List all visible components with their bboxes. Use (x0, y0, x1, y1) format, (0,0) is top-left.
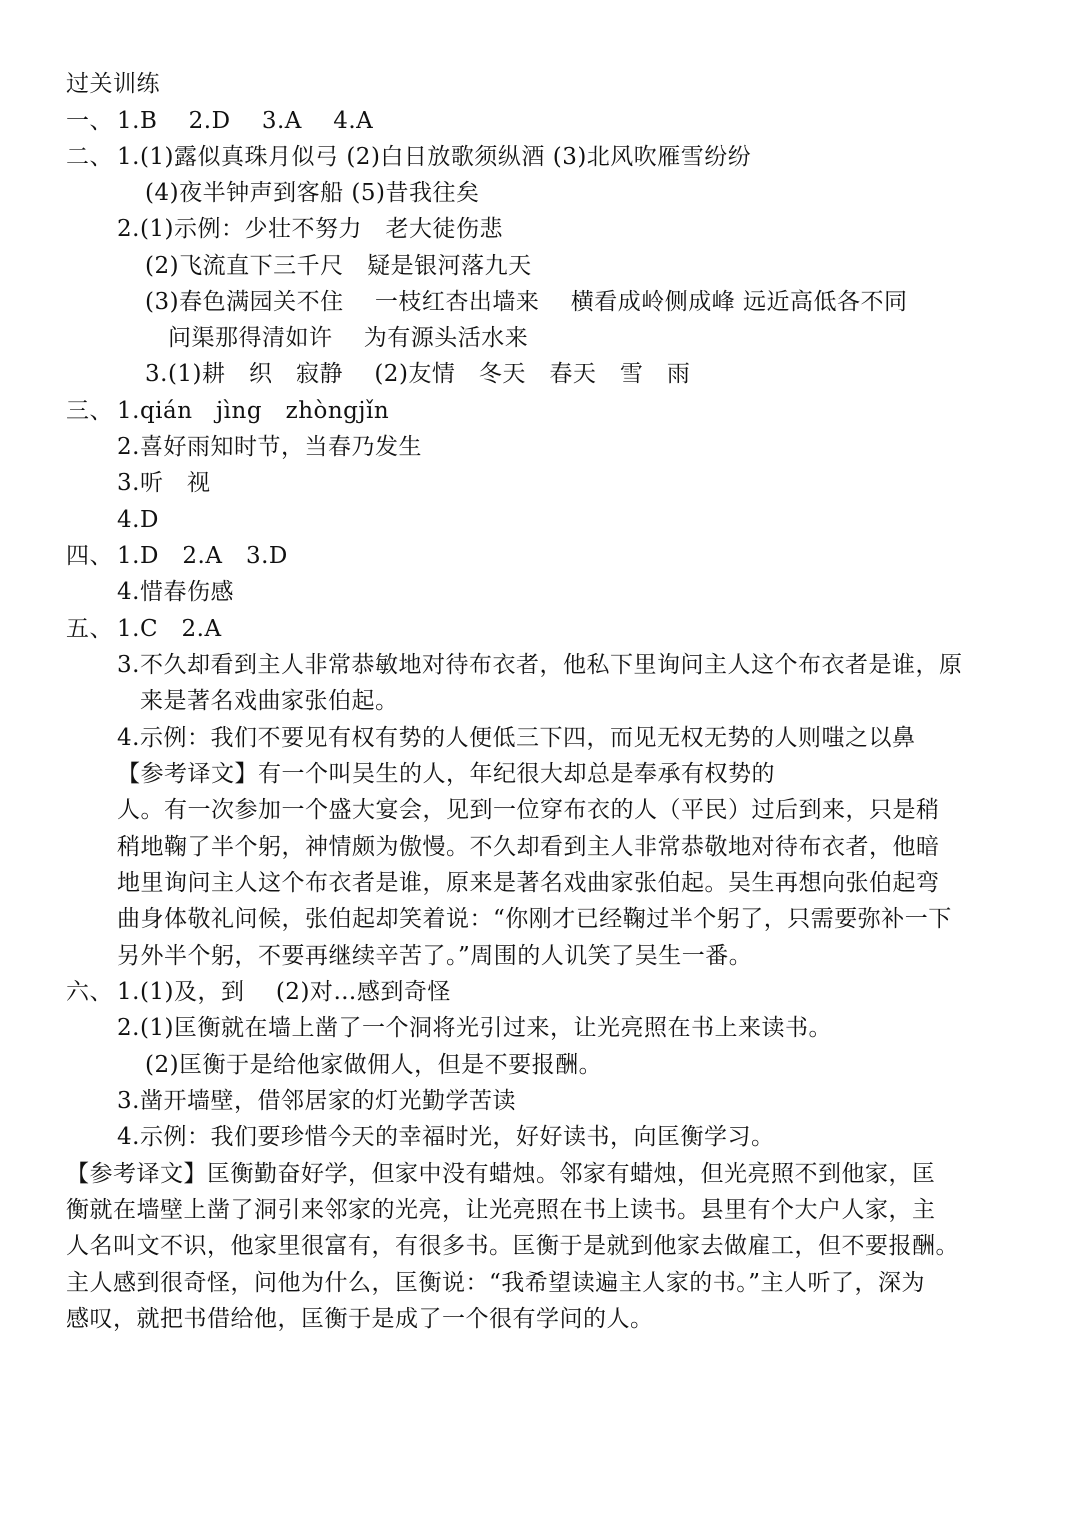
page-title: 过关训练 (66, 71, 160, 97)
section-5-translation: 【参考译文】有一个叫吴生的人，年纪很大却总是奉承有权势的 (117, 761, 775, 787)
section-6-q2: 2.(1)匡衡就在墙上凿了一个洞将光引过来，让光亮照在书上来读书。 (117, 1015, 833, 1041)
section-5-translation: 地里询问主人这个布衣者是谁，原来是著名戏曲家张伯起。吴生再想向张伯起弯 (117, 870, 940, 896)
section-5-translation: 曲身体敬礼问候，张伯起却笑着说：“你刚才已经鞠过半个躬了，只需要弥补一下 (117, 906, 952, 932)
section-3-q1: 1.qián jìng zhòngjǐn (117, 398, 390, 424)
section-6-q2-part2: (2)匡衡于是给他家做佣人，但是不要报酬。 (145, 1052, 603, 1078)
section-2-q2-part3: (3)春色满园关不住 一枝红杏出墙来 横看成岭侧成峰 远近高低各不同 (145, 289, 908, 315)
section-6-q4: 4.示例：我们要珍惜今天的幸福时光，好好读书，向匡衡学习。 (117, 1124, 775, 1150)
section-4-label: 四、 (66, 543, 113, 569)
section-5-q1: 1.C 2.A (117, 616, 222, 642)
section-5-translation: 另外半个躬，不要再继续辛苦了。”周围的人讥笑了吴生一番。 (117, 943, 753, 969)
section-6-translation: 感叹，就把书借给他，匡衡于是成了一个很有学问的人。 (66, 1306, 654, 1332)
section-2-q1: 1.(1)露似真珠月似弓 (2)白日放歌须纵酒 (3)北风吹雁雪纷纷 (117, 144, 752, 170)
section-2-q2: 2.(1)示例：少壮不努力 老大徒伤悲 (117, 216, 504, 242)
section-3-q2: 2.喜好雨知时节，当春乃发生 (117, 434, 422, 460)
section-1-label: 一、 (66, 108, 113, 134)
section-5-label: 五、 (66, 616, 113, 642)
section-6-q3: 3.凿开墙壁，借邻居家的灯光勤学苦读 (117, 1088, 516, 1114)
section-6-translation: 主人感到很奇怪，问他为什么，匡衡说：“我希望读遍主人家的书。”主人听了，深为 (66, 1270, 926, 1296)
section-3-label: 三、 (66, 398, 113, 424)
section-4-q1: 1.D 2.A 3.D (117, 543, 288, 569)
section-2-q1-cont: (4)夜半钟声到客船 (5)昔我往矣 (145, 180, 480, 206)
section-4-q4: 4.惜春伤感 (117, 579, 234, 605)
section-6-q1: 1.(1)及，到 (2)对…感到奇怪 (117, 979, 451, 1005)
section-6-translation: 人名叫文不识，他家里很富有，有很多书。匡衡于是就到他家去做雇工，但不要报酬。 (66, 1233, 959, 1259)
section-6-label: 六、 (66, 979, 113, 1005)
section-2-q2-part3-cont: 问渠那得清如许 为有源头活水来 (168, 325, 529, 351)
section-2-q2-part2: (2)飞流直下三千尺 疑是银河落九天 (145, 253, 532, 279)
section-5-q3-cont: 来是著名戏曲家张伯起。 (140, 688, 399, 714)
section-2-q3: 3.(1)耕 织 寂静 (2)友情 冬天 春天 雪 雨 (145, 361, 691, 387)
section-5-translation: 人。有一次参加一个盛大宴会，见到一位穿布衣的人（平民）过后到来，只是稍 (117, 797, 940, 823)
section-6-translation: 衡就在墙壁上凿了洞引来邻家的光亮，让光亮照在书上读书。县里有个大户人家，主 (66, 1197, 936, 1223)
section-3-q4: 4.D (117, 507, 159, 533)
section-5-translation: 稍地鞠了半个躬，神情颇为傲慢。不久却看到主人非常恭敬地对待布衣者，他暗 (117, 834, 940, 860)
section-3-q3: 3.听 视 (117, 470, 211, 496)
section-2-label: 二、 (66, 144, 113, 170)
section-6-translation: 【参考译文】匡衡勤奋好学，但家中没有蜡烛。邻家有蜡烛，但光亮照不到他家，匡 (66, 1161, 936, 1187)
section-5-q3: 3.不久却看到主人非常恭敏地对待布衣者，他私下里询问主人这个布衣者是谁，原 (117, 652, 963, 678)
section-1-answers: 1.B 2.D 3.A 4.A (117, 108, 374, 134)
section-5-q4: 4.示例：我们不要见有权有势的人便低三下四，而见无权无势的人则嗤之以鼻 (117, 725, 916, 751)
